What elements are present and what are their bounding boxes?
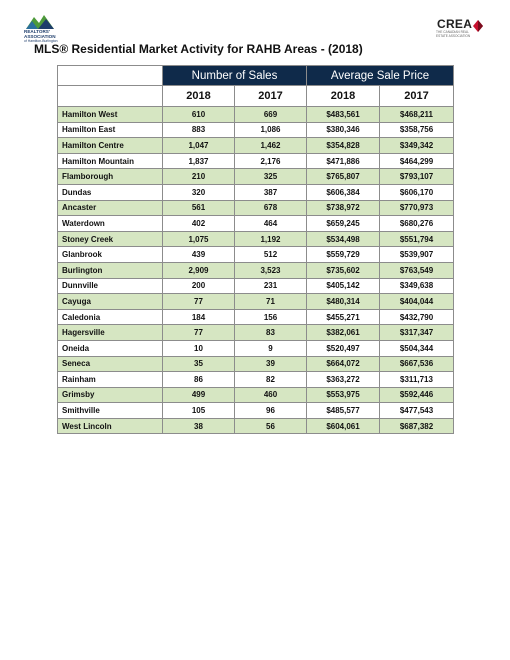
price-2017-cell: $539,907 bbox=[380, 247, 454, 263]
year-header-row bbox=[58, 86, 454, 107]
sales-2018-cell: 86 bbox=[163, 372, 235, 388]
area-cell: Flamborough bbox=[58, 169, 163, 185]
price-2018-cell: $483,561 bbox=[307, 107, 380, 123]
price-2018-cell: $659,245 bbox=[307, 216, 380, 232]
area-cell: Hagersville bbox=[58, 325, 163, 341]
sales-2017-cell: 71 bbox=[235, 294, 307, 310]
table-row bbox=[58, 153, 454, 169]
sales-2017-cell: 39 bbox=[235, 356, 307, 372]
sales-2018-cell: 105 bbox=[163, 403, 235, 419]
area-cell: Grimsby bbox=[58, 387, 163, 403]
area-cell: Dunnville bbox=[58, 278, 163, 294]
table-row bbox=[58, 356, 454, 372]
price-2018-cell: $380,346 bbox=[307, 122, 380, 138]
price-2018-cell: $604,061 bbox=[307, 418, 380, 434]
price-2017-cell: $358,756 bbox=[380, 122, 454, 138]
sales-2017-cell: 387 bbox=[235, 184, 307, 200]
price-2018-cell: $606,384 bbox=[307, 184, 380, 200]
area-cell: Rainham bbox=[58, 372, 163, 388]
number-of-sales-header: Number of Sales bbox=[163, 66, 307, 86]
price-2018-cell: $471,886 bbox=[307, 153, 380, 169]
area-cell: Stoney Creek bbox=[58, 231, 163, 247]
market-activity-table bbox=[57, 65, 454, 434]
area-cell: Dundas bbox=[58, 184, 163, 200]
sales-2018-cell: 610 bbox=[163, 107, 235, 123]
sales-2018-cell: 320 bbox=[163, 184, 235, 200]
price-2017-cell: $793,107 bbox=[380, 169, 454, 185]
sales-2018-cell: 439 bbox=[163, 247, 235, 263]
price-2018-cell: $738,972 bbox=[307, 200, 380, 216]
sales-2018-cell: 2,909 bbox=[163, 262, 235, 278]
price-2017-cell: $504,344 bbox=[380, 340, 454, 356]
price-2018-cell: $553,975 bbox=[307, 387, 380, 403]
logo-line-3: of Hamilton-Burlington bbox=[24, 39, 58, 43]
sales-2017-cell: 231 bbox=[235, 278, 307, 294]
price-2017-cell: $606,170 bbox=[380, 184, 454, 200]
sales-2017-cell: 512 bbox=[235, 247, 307, 263]
sales-2017-cell: 96 bbox=[235, 403, 307, 419]
table-row bbox=[58, 403, 454, 419]
sales-2017-cell: 1,086 bbox=[235, 122, 307, 138]
table-row bbox=[58, 278, 454, 294]
table-row bbox=[58, 231, 454, 247]
table-row bbox=[58, 247, 454, 263]
sales-2018-cell: 35 bbox=[163, 356, 235, 372]
sales-2017-header: 2017 bbox=[235, 86, 307, 107]
price-2017-cell: $667,536 bbox=[380, 356, 454, 372]
average-sale-price-header: Average Sale Price bbox=[307, 66, 454, 86]
area-cell: Burlington bbox=[58, 262, 163, 278]
sales-2017-cell: 2,176 bbox=[235, 153, 307, 169]
area-cell: Smithville bbox=[58, 403, 163, 419]
table-row bbox=[58, 372, 454, 388]
sales-2018-cell: 883 bbox=[163, 122, 235, 138]
area-cell: Hamilton West bbox=[58, 107, 163, 123]
area-cell: Hamilton Centre bbox=[58, 138, 163, 154]
sales-2018-cell: 210 bbox=[163, 169, 235, 185]
logo-line-2: ASSOCIATION bbox=[24, 34, 56, 39]
sales-2017-cell: 1,192 bbox=[235, 231, 307, 247]
sales-2018-cell: 38 bbox=[163, 418, 235, 434]
sales-2017-cell: 156 bbox=[235, 309, 307, 325]
sales-2018-cell: 1,047 bbox=[163, 138, 235, 154]
sales-2018-cell: 77 bbox=[163, 325, 235, 341]
price-2017-cell: $551,794 bbox=[380, 231, 454, 247]
area-cell: West Lincoln bbox=[58, 418, 163, 434]
price-2018-cell: $354,828 bbox=[307, 138, 380, 154]
price-2017-cell: $680,276 bbox=[380, 216, 454, 232]
sales-2018-cell: 200 bbox=[163, 278, 235, 294]
price-2017-cell: $770,973 bbox=[380, 200, 454, 216]
sales-2018-cell: 1,837 bbox=[163, 153, 235, 169]
price-2018-cell: $485,577 bbox=[307, 403, 380, 419]
price-2017-cell: $468,211 bbox=[380, 107, 454, 123]
price-2017-cell: $404,044 bbox=[380, 294, 454, 310]
sales-2017-cell: 82 bbox=[235, 372, 307, 388]
area-cell: Glanbrook bbox=[58, 247, 163, 263]
price-2017-cell: $432,790 bbox=[380, 309, 454, 325]
table-row bbox=[58, 325, 454, 341]
price-2017-cell: $477,543 bbox=[380, 403, 454, 419]
sales-2017-cell: 56 bbox=[235, 418, 307, 434]
price-2017-cell: $349,342 bbox=[380, 138, 454, 154]
sales-2018-cell: 561 bbox=[163, 200, 235, 216]
area-cell: Caledonia bbox=[58, 309, 163, 325]
price-2017-cell: $311,713 bbox=[380, 372, 454, 388]
sales-2018-cell: 10 bbox=[163, 340, 235, 356]
table-row bbox=[58, 169, 454, 185]
price-2017-cell: $763,549 bbox=[380, 262, 454, 278]
table-row bbox=[58, 122, 454, 138]
price-2018-cell: $559,729 bbox=[307, 247, 380, 263]
price-2017-header: 2017 bbox=[380, 86, 454, 107]
sales-2018-cell: 1,075 bbox=[163, 231, 235, 247]
table-row bbox=[58, 107, 454, 123]
price-2018-cell: $363,272 bbox=[307, 372, 380, 388]
sales-2017-cell: 1,462 bbox=[235, 138, 307, 154]
area-cell: Hamilton East bbox=[58, 122, 163, 138]
sales-2017-cell: 3,523 bbox=[235, 262, 307, 278]
price-2017-cell: $687,382 bbox=[380, 418, 454, 434]
table-row bbox=[58, 309, 454, 325]
sales-2017-cell: 83 bbox=[235, 325, 307, 341]
sales-2018-cell: 499 bbox=[163, 387, 235, 403]
price-2018-cell: $735,602 bbox=[307, 262, 380, 278]
table-row bbox=[58, 184, 454, 200]
price-2018-cell: $480,314 bbox=[307, 294, 380, 310]
sales-2018-cell: 184 bbox=[163, 309, 235, 325]
sales-2017-cell: 678 bbox=[235, 200, 307, 216]
sales-2017-cell: 669 bbox=[235, 107, 307, 123]
price-2018-cell: $382,061 bbox=[307, 325, 380, 341]
table-row bbox=[58, 138, 454, 154]
price-2017-cell: $349,638 bbox=[380, 278, 454, 294]
crea-logo-tagline: THE CANADIAN REAL ESTATE ASSOCIATION bbox=[436, 30, 471, 38]
table-row bbox=[58, 216, 454, 232]
table-row bbox=[58, 387, 454, 403]
table-row bbox=[58, 262, 454, 278]
sales-2017-cell: 460 bbox=[235, 387, 307, 403]
group-header-row bbox=[58, 66, 454, 86]
price-2018-cell: $765,807 bbox=[307, 169, 380, 185]
table-row bbox=[58, 418, 454, 434]
sales-2018-cell: 77 bbox=[163, 294, 235, 310]
price-2018-cell: $520,497 bbox=[307, 340, 380, 356]
table-row bbox=[58, 200, 454, 216]
price-2017-cell: $464,299 bbox=[380, 153, 454, 169]
area-cell: Hamilton Mountain bbox=[58, 153, 163, 169]
price-2018-cell: $405,142 bbox=[307, 278, 380, 294]
price-2018-cell: $534,498 bbox=[307, 231, 380, 247]
price-2018-cell: $664,072 bbox=[307, 356, 380, 372]
sales-2018-cell: 402 bbox=[163, 216, 235, 232]
price-2017-cell: $592,446 bbox=[380, 387, 454, 403]
price-2017-cell: $317,347 bbox=[380, 325, 454, 341]
price-2018-header: 2018 bbox=[307, 86, 380, 107]
area-cell: Seneca bbox=[58, 356, 163, 372]
area-cell: Ancaster bbox=[58, 200, 163, 216]
page-title: MLS® Residential Market Activity for RAHB Areas - (2018) bbox=[34, 42, 363, 56]
area-cell: Waterdown bbox=[58, 216, 163, 232]
sales-2018-header: 2018 bbox=[163, 86, 235, 107]
logo-line-1: REALTORS' bbox=[24, 29, 50, 34]
sales-2017-cell: 9 bbox=[235, 340, 307, 356]
area-cell: Oneida bbox=[58, 340, 163, 356]
sales-2017-cell: 325 bbox=[235, 169, 307, 185]
area-cell: Cayuga bbox=[58, 294, 163, 310]
table-row bbox=[58, 294, 454, 310]
blank-year-cell bbox=[58, 86, 163, 107]
blank-header-cell bbox=[58, 66, 163, 86]
realtors-logo-icon bbox=[24, 12, 56, 30]
crea-logo bbox=[434, 17, 490, 39]
crea-mark-icon bbox=[472, 19, 484, 33]
table-row bbox=[58, 340, 454, 356]
crea-logo-name: CREA bbox=[437, 17, 473, 31]
sales-2017-cell: 464 bbox=[235, 216, 307, 232]
price-2018-cell: $455,271 bbox=[307, 309, 380, 325]
